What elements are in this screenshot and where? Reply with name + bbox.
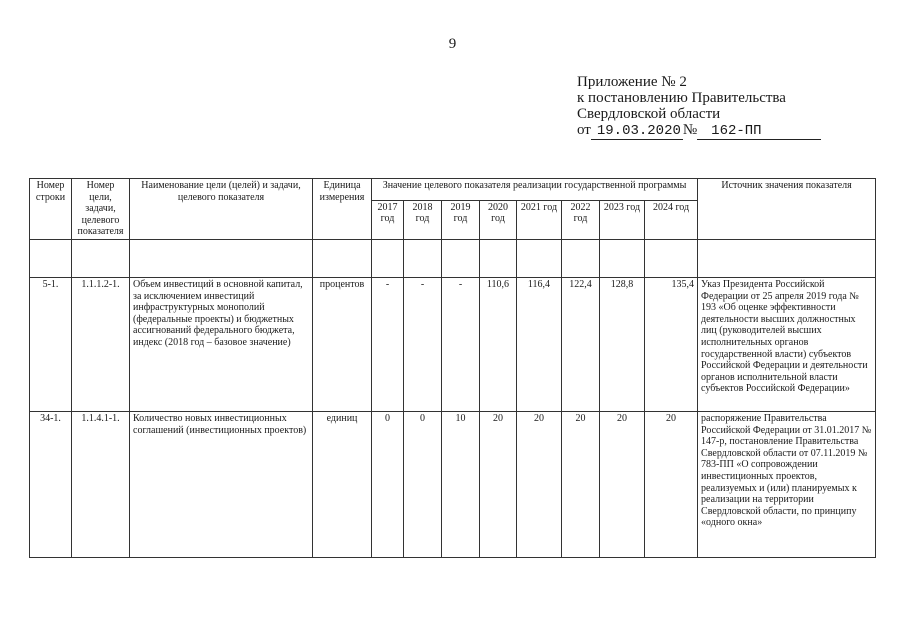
cell-value: 0 (404, 411, 442, 557)
header-goal-number: Номер цели, задачи, целевого показателя (72, 179, 130, 240)
header-year: 2018 год (404, 200, 442, 239)
cell-unit: процентов (313, 277, 372, 411)
cell-value: 20 (600, 411, 645, 557)
from-label: от (577, 122, 591, 138)
cell-goal-number: 1.1.4.1-1. (72, 411, 130, 557)
cell-value: 128,8 (600, 277, 645, 411)
cell-value: 20 (517, 411, 562, 557)
decree-date: 19.03.2020 (591, 124, 683, 140)
appendix-title: Приложение № 2 (577, 74, 687, 90)
header-year: 2023 год (600, 200, 645, 239)
table-row (30, 411, 876, 557)
cell-value: 20 (562, 411, 600, 557)
cell-source: распоряжение Правительства Российской Федерации от 31.01.2017 № 147-р, постановление Правительства Свердловской области от 07.11.2019 № 783-ПП «О сопровождении инвестиционных проектов, реализуемых и (или) планируемых к реализации на территории Свердловской области, по принципу «одного окна» (698, 411, 876, 557)
cell-value: 10 (442, 411, 480, 557)
cell-value: 135,4 (645, 277, 698, 411)
header-year: 2017 год (372, 200, 404, 239)
number-label: № (682, 122, 698, 138)
page-number: 9 (448, 36, 457, 52)
cell-name: Количество новых инвестиционных соглашений (инвестиционных проектов) (130, 411, 313, 557)
cell-value: 20 (480, 411, 517, 557)
header-values-group: Значение целевого показателя реализации государственной программы (372, 179, 698, 201)
cell-row-number: 5-1. (30, 277, 72, 411)
header-row-1 (30, 179, 876, 201)
header-source: Источник значения показателя (698, 179, 876, 240)
header-unit: Единица измерения (313, 179, 372, 240)
cell-row-number: 34-1. (30, 411, 72, 557)
header-year: 2020 год (480, 200, 517, 239)
appendix-header (577, 74, 821, 140)
appendix-region: Свердловской области (577, 106, 721, 122)
header-year: 2024 год (645, 200, 698, 239)
header-year: 2019 год (442, 200, 480, 239)
cell-source: Указ Президента Российской Федерации от 25 апреля 2019 года № 193 «Об оценке эффективности деятельности высших должностных лиц (руководителей высших исполнительных органов государственной власти) субъектов Российской Федерации и деятельности органов исполнительной власти субъектов Российской Федерации» (698, 277, 876, 411)
header-row-number: Номер строки (30, 179, 72, 240)
decree-number: 162-ПП (697, 124, 821, 140)
cell-value: 20 (645, 411, 698, 557)
header-spacer-row (30, 239, 876, 277)
cell-value: - (404, 277, 442, 411)
cell-value: - (372, 277, 404, 411)
cell-name: Объем инвестиций в основной капитал, за исключением инвестиций инфраструктурных монополий (федеральные проекты) и бюджетных ассигнований федерального бюджета, индекс (2018 год – базовое значение) (130, 277, 313, 411)
header-year: 2022 год (562, 200, 600, 239)
cell-value: 116,4 (517, 277, 562, 411)
cell-value: 0 (372, 411, 404, 557)
header-name: Наименование цели (целей) и задачи, целевого показателя (130, 179, 313, 240)
table-row (30, 277, 876, 411)
cell-value: 122,4 (562, 277, 600, 411)
cell-value: - (442, 277, 480, 411)
indicators-table (29, 178, 876, 558)
appendix-decree: к постановлению Правительства (577, 90, 786, 106)
cell-value: 110,6 (480, 277, 517, 411)
appendix-date-line (577, 122, 821, 140)
header-year: 2021 год (517, 200, 562, 239)
cell-unit: единиц (313, 411, 372, 557)
cell-goal-number: 1.1.1.2-1. (72, 277, 130, 411)
